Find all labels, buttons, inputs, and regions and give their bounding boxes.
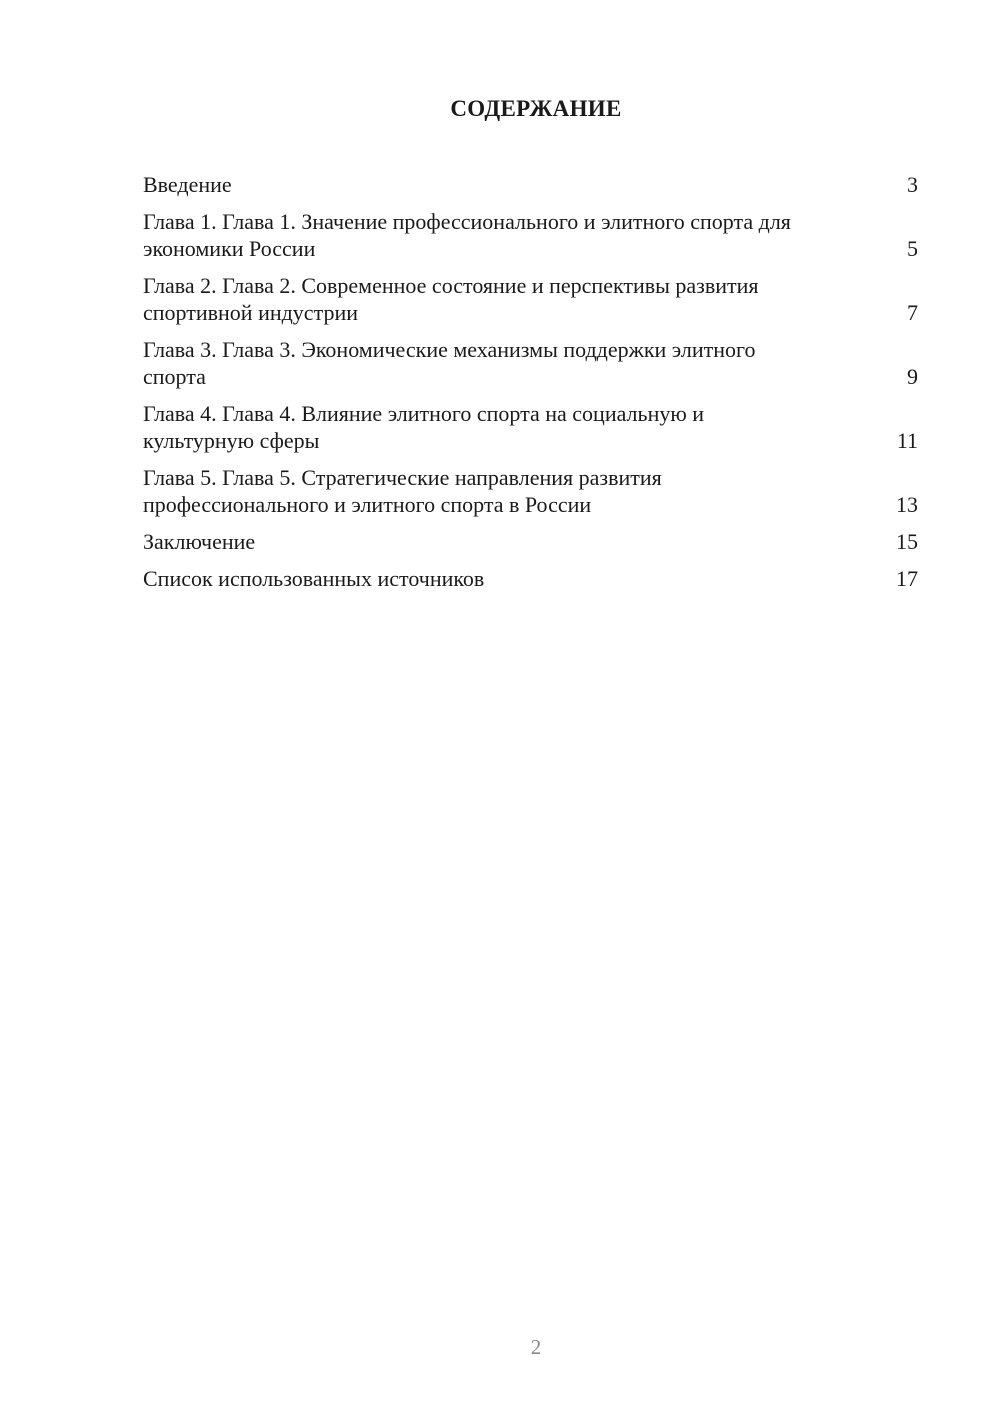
toc-entry-chapter-1[interactable] bbox=[143, 208, 920, 262]
toc-entry-page: 7 bbox=[907, 300, 918, 325]
toc-entry-page: 11 bbox=[896, 428, 918, 453]
toc-entry-text: Введение bbox=[143, 172, 232, 197]
toc-entry-text: Глава 5. Глава 5. Стратегические направления развития профессионального и элитного спорта в России bbox=[143, 465, 662, 517]
toc-entry-chapter-3[interactable] bbox=[143, 336, 920, 390]
page-title: СОДЕРЖАНИЕ bbox=[450, 96, 622, 121]
toc-entry-page: 15 bbox=[896, 529, 918, 554]
toc-entry-page: 9 bbox=[907, 364, 918, 389]
toc-entry-chapter-4[interactable] bbox=[143, 400, 920, 454]
toc-entry-introduction[interactable] bbox=[143, 171, 920, 198]
toc-entry-chapter-5[interactable] bbox=[143, 464, 920, 518]
toc-entry-page: 5 bbox=[907, 236, 918, 261]
toc-entry-text: Заключение bbox=[143, 529, 256, 554]
toc-entry-page: 17 bbox=[896, 566, 918, 591]
toc-entry-text: Глава 3. Глава 3. Экономические механизмы поддержки элитного спорта bbox=[143, 337, 756, 389]
toc-entry-text: Глава 2. Глава 2. Современное состояние и перспективы развития спортивной индустрии bbox=[143, 273, 759, 325]
toc-entry-text: Глава 4. Глава 4. Влияние элитного спорта на социальную и культурную сферы bbox=[143, 401, 705, 453]
toc-entry-page: 13 bbox=[896, 492, 918, 517]
page-number: 2 bbox=[530, 1335, 542, 1359]
toc-entry-page: 3 bbox=[907, 172, 918, 197]
toc-entry-text: Список использованных источников bbox=[143, 566, 485, 591]
toc-entry-chapter-2[interactable] bbox=[143, 272, 920, 326]
table-of-contents bbox=[143, 171, 920, 602]
toc-entry-references[interactable] bbox=[143, 565, 920, 592]
toc-entry-text: Глава 1. Глава 1. Значение профессионального и элитного спорта для экономики России bbox=[143, 209, 791, 261]
toc-entry-conclusion[interactable] bbox=[143, 528, 920, 555]
